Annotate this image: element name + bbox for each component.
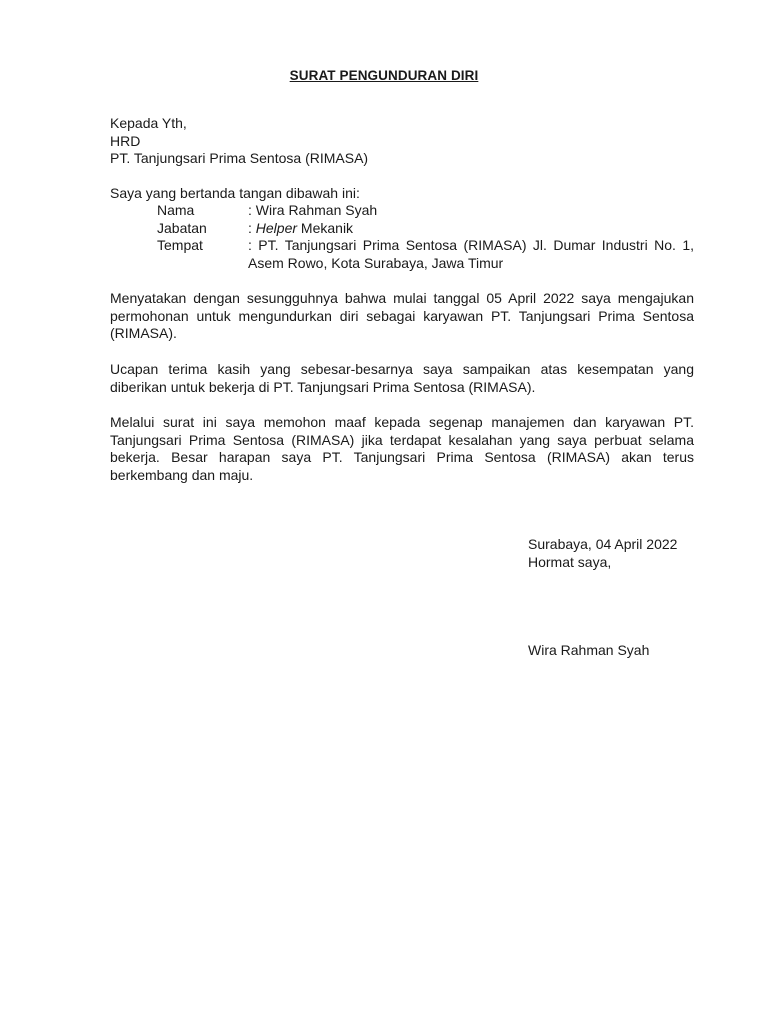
place-value: : PT. Tanjungsari Prima Sentosa (RIMASA) Jl. Dumar Industri No. 1, Asem Rowo, Kota Surabaya, Jawa Timur [248, 237, 694, 271]
position-value [248, 220, 694, 238]
document-title: SURAT PENGUNDURAN DIRI [289, 68, 479, 83]
position-prefix: : [248, 219, 256, 236]
identity-table [157, 202, 694, 272]
closing-salutation: Hormat saya, [528, 553, 612, 570]
identity-row-position [157, 220, 694, 238]
paragraph-thanks: Ucapan terima kasih yang sebesar-besarnya saya sampaikan atas kesempatan yang diberikan untuk bekerja di PT. Tanjungsari Prima Sentosa (RIMASA). [110, 361, 694, 395]
name-value: : Wira Rahman Syah [248, 202, 378, 218]
place-label: Tempat [157, 237, 203, 253]
paragraph-apology: Melalui surat ini saya memohon maaf kepada segenap manajemen dan karyawan PT. Tanjungsari Prima Sentosa (RIMASA) jika terdapat kesalahan yang saya perbuat selama bekerja. Besar harapan saya PT. Tanjungsari Prima Sentosa (RIMASA) akan terus berkembang dan maju. [110, 414, 694, 483]
identity-row-place [157, 237, 694, 272]
recipient-department: HRD [110, 132, 141, 149]
intro-line: Saya yang bertanda tangan dibawah ini: [110, 185, 360, 201]
signatory-name: Wira Rahman Syah [528, 642, 650, 658]
signature-block [528, 536, 748, 571]
identity-row-name [157, 202, 694, 220]
position-label: Jabatan [157, 219, 207, 236]
name-label: Nama [157, 202, 195, 218]
recipient-block [110, 115, 694, 168]
recipient-greeting: Kepada Yth, [110, 115, 187, 131]
place-date: Surabaya, 04 April 2022 [528, 536, 678, 552]
recipient-company: PT. Tanjungsari Prima Sentosa (RIMASA) [110, 150, 369, 166]
position-rest: Mekanik [297, 219, 354, 236]
position-italic: Helper [255, 219, 298, 236]
paragraph-resignation: Menyatakan dengan sesungguhnya bahwa mulai tanggal 05 April 2022 saya mengajukan permohonan untuk mengundurkan diri sebagai karyawan PT. Tanjungsari Prima Sentosa (RIMASA). [110, 290, 694, 341]
